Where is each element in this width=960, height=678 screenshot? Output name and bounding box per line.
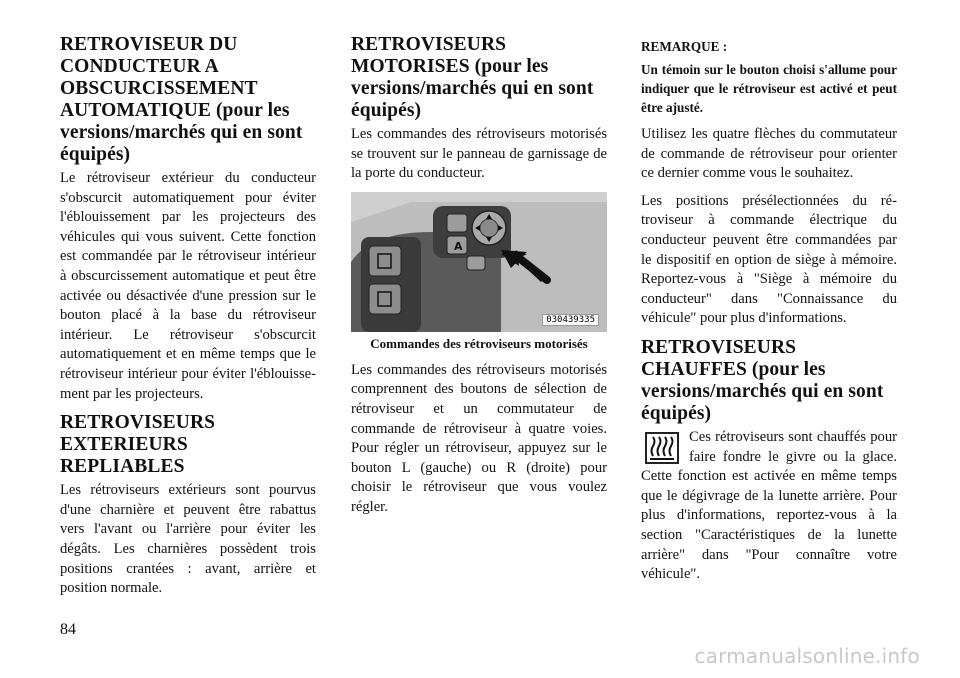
paragraph-four-arrows: Utilisez les quatre flèches du commutateur de commande de rétroviseur pour orienter ce dernier comme vous le souhaitez. <box>641 126 897 182</box>
paragraph-power-mirrors-location: Les commandes des rétroviseurs motorisés se trouvent sur le panneau de garnissage de la porte du conducteur. <box>351 126 607 182</box>
heated-mirror-icon <box>645 432 679 464</box>
section-heading-power-mirrors: RETROVISEURS MOTORISES (pour les versions/marchés qui en sont équipés) <box>351 34 594 121</box>
paragraph-heated-mirrors: Ces rétroviseurs sont chauffés pour faire fondre le givre ou la glace. Cette fonction est activée en même temps que le dégivrage de la lunette arrière. Pour plus d'informations, reportez-vous à la section "Caractéristiques de la lunette arrière" dans "Pour connaître votre véhicule". <box>641 428 897 583</box>
section-heading-auto-dimming: RETROVISEUR DU CONDUCTEUR A OBSCURCISSEMENT AUTOMATIQUE (pour les versions/marchés qui en sont équipés) <box>60 34 303 165</box>
power-mirror-controls-photo <box>351 192 607 332</box>
note-body: Un témoin sur le bouton choisi s'allume pour indiquer que le rétroviseur est activé et peut être ajusté. <box>641 62 897 115</box>
figure-caption: Commandes des rétroviseurs motorisés <box>370 335 588 351</box>
column-right <box>641 34 897 593</box>
paragraph-power-mirrors-controls: Les commandes des rétroviseurs motorisés comprennent des boutons de sélection de rétroviseur et un commutateur de commande de rétroviseur à quatre voies. Pour régler un rétroviseur, appuyez sur le bouton L (gauche) ou R (droite) pour choisir le rétroviseur que vous voulez régler. <box>351 361 607 515</box>
paragraph-memory-seat: Les positions présélectionnées du rétroviseur à commande électrique du conducteur peuvent être commandées par le dispositif en option de siège à mémoire. Reportez-vous à "Siège à mémoire du conducteur" dans "Connaissance du véhicule" pour plus d'informations. <box>641 192 897 327</box>
note-title: REMARQUE : <box>641 39 728 54</box>
svg-text:A: A <box>454 239 463 253</box>
figure-id-label: 030439335 <box>542 314 599 326</box>
door-panel-illustration <box>351 192 607 332</box>
paragraph-auto-dimming: Le rétroviseur extérieur du conducteur s'obscurcit automatiquement pour éviter l'éblouissement par les projecteurs des véhicules qui vous suivent. Cette fonction est commandée par le rétroviseur intérieur à obscurcissement automatique et peut être activée ou désactivée d'une pression sur le bouton placé à la base du rétroviseur intérieur. Le rétroviseur s'obscurcit automatiquement et en même temps que le rétroviseur intérieur pour éviter l'éblouissement par les projecteurs. <box>60 170 316 402</box>
section-heading-folding-mirrors: RETROVISEURS EXTERIEURS REPLIABLES <box>60 412 216 478</box>
page-number: 84 <box>60 621 76 638</box>
section-heading-heated-mirrors: RETROVISEURS CHAUFFES (pour les versions/marchés qui en sont équipés) <box>641 336 884 424</box>
column-middle <box>351 34 607 526</box>
heated-mirrors-block <box>641 428 897 593</box>
column-left <box>60 34 316 607</box>
paragraph-folding-mirrors: Les rétroviseurs extérieurs sont pourvus d'une charnière et peuvent être rabattus vers l'avant ou l'arrière pour éviter les dégâts. Les charnières possèdent trois positions crantées : avant, arrière et position normale. <box>60 482 316 597</box>
watermark-text: carmanualsonline.info <box>694 644 920 668</box>
